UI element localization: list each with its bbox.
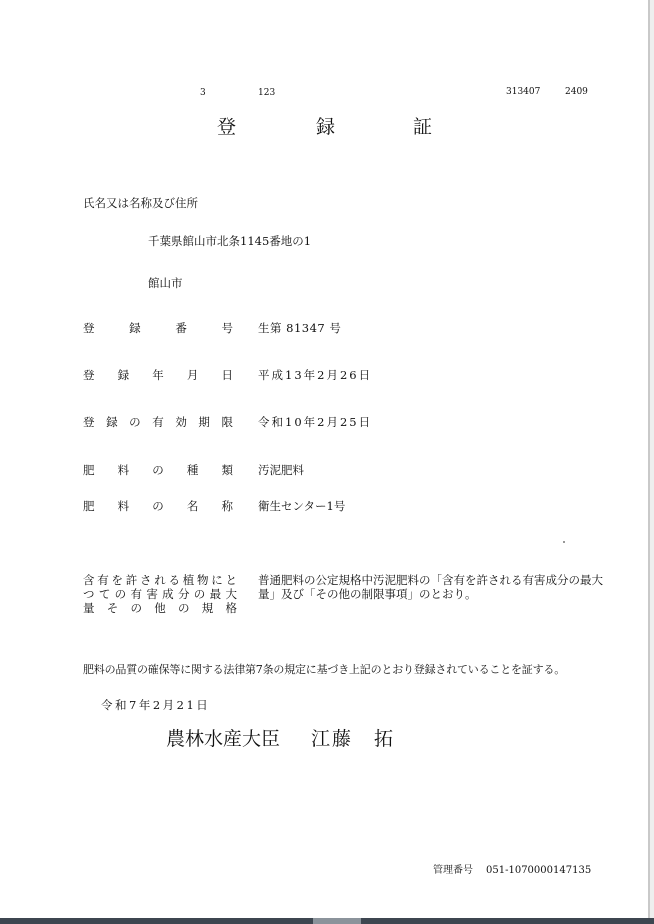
label-char: 録 (106, 415, 118, 429)
label-char: の (152, 463, 164, 477)
harmful-label-line-2: つ て の 有 害 成 分 の 最 大 (83, 587, 237, 601)
control-number-value: 051-1070000147135 (486, 865, 592, 876)
label-char: 種 (186, 463, 199, 477)
label-char: 録 (129, 321, 141, 335)
page-shadow (650, 0, 654, 918)
header-number-a: 3 (200, 88, 206, 98)
label-char: 肥 (83, 499, 95, 513)
label-char: 限 (221, 415, 233, 429)
label-char: 登 (83, 415, 95, 429)
signer-title: 農林水産大臣 (166, 728, 281, 750)
page-edge (648, 0, 650, 918)
type-label (83, 463, 233, 477)
valid-until-label (83, 415, 233, 429)
label-char: 登 (83, 368, 95, 382)
label-char: 効 (175, 415, 187, 429)
registrant-address: 千葉県館山市北条1145番地の1 (148, 234, 312, 248)
label-char: 期 (198, 415, 210, 429)
label-char: 月 (186, 368, 199, 382)
label-char: 肥 (83, 463, 95, 477)
control-number-label: 管理番号 (433, 865, 473, 876)
title-char-1: 登 (217, 116, 237, 138)
header-number-d: 2409 (565, 87, 588, 97)
valid-until-value: 令和10年2月25日 (258, 415, 373, 429)
label-char: の (152, 499, 164, 513)
signer-given-name: 拓 (374, 728, 394, 750)
issue-date: 令和7年2月21日 (101, 698, 211, 712)
stray-mark (563, 541, 565, 543)
label-char: 称 (221, 499, 233, 513)
viewer-scrollbar-thumb[interactable] (313, 918, 361, 924)
label-char: 録 (117, 368, 130, 382)
fertilizer-name-label (83, 499, 233, 513)
label-char: 料 (117, 499, 130, 513)
label-char: 番 (175, 321, 187, 335)
signer-surname: 江藤 (311, 728, 354, 750)
harmful-label-line-3: 量 そ の 他 の 規 格 (83, 601, 237, 615)
label-char: 有 (152, 415, 164, 429)
label-char: 日 (221, 368, 233, 382)
reg-number-value: 生第 81347 号 (258, 321, 342, 335)
header-number-b: 123 (258, 88, 276, 98)
title-char-3: 証 (413, 116, 433, 138)
label-char: 名 (186, 499, 199, 513)
reg-number-label (83, 321, 233, 335)
harmful-label (83, 573, 237, 615)
label-char: 号 (221, 321, 233, 335)
label-char: 年 (152, 368, 164, 382)
harmful-value: 普通肥料の公定規格中汚泥肥料の「含有を許される有害成分の最大量」及び「その他の制限事項」のとおり。 (258, 573, 603, 601)
title-char-2: 録 (316, 116, 336, 138)
reg-date-label (83, 368, 233, 382)
registrant-name: 館山市 (148, 276, 183, 290)
label-char: 料 (117, 463, 130, 477)
type-value: 汚泥肥料 (258, 463, 304, 477)
label-char: の (129, 415, 141, 429)
header-number-c: 313407 (506, 87, 541, 97)
label-char: 登 (83, 321, 95, 335)
fertilizer-name-value: 衛生センター1号 (258, 499, 346, 513)
certification-statement: 肥料の品質の確保等に関する法律第7条の規定に基づき上記のとおり登録されていることを証する。 (83, 663, 565, 676)
reg-date-value: 平成13年2月26日 (258, 368, 373, 382)
label-char: 類 (221, 463, 233, 477)
registrant-label: 氏名又は名称及び住所 (83, 196, 198, 210)
harmful-label-line-1: 含 有 を 許 さ れ る 植 物 に と (83, 573, 237, 587)
